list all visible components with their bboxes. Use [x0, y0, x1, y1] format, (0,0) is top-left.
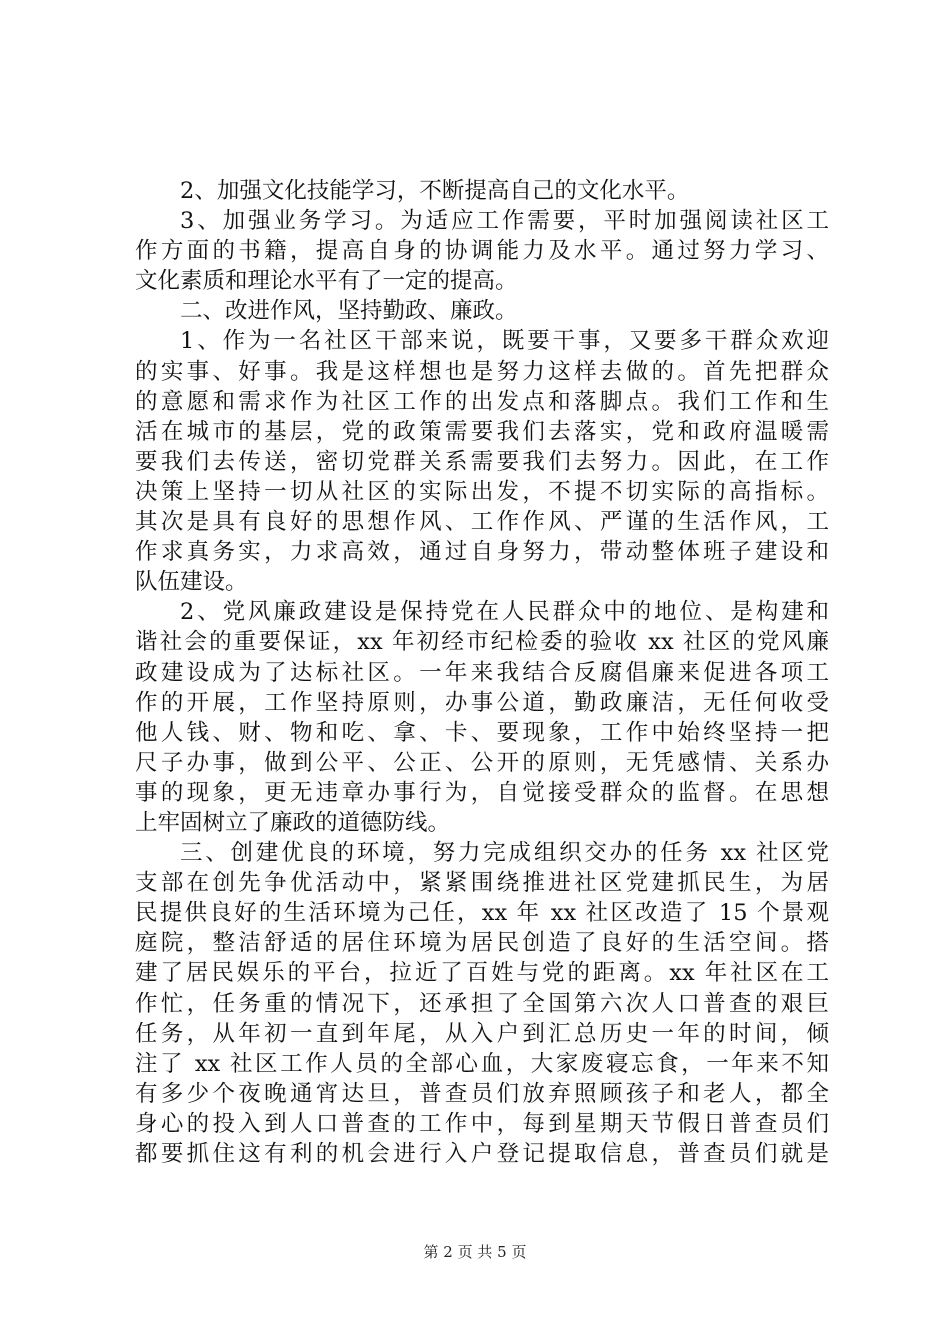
page-number-footer: 第 2 页 共 5 页	[423, 1243, 527, 1261]
paragraph-line: 上牢固树立了廉政的道德防线。	[135, 809, 451, 836]
paragraph-line: 事的现象，更无违章办事行为，自觉接受群众的监督。在思想	[135, 779, 829, 806]
paragraph-line: 其次是具有良好的思想作风、工作作风、严谨的生活作风，工	[135, 509, 829, 536]
paragraph-line: 文化素质和理论水平有了一定的提高。	[135, 268, 518, 295]
paragraph-line: 谐社会的重要保证，xx 年初经市纪检委的验收 xx 社区的党风廉	[135, 629, 829, 656]
paragraph-line: 作方面的书籍，提高自身的协调能力及水平。通过努力学习、	[135, 238, 829, 265]
paragraph-line: 支部在创先争优活动中，紧紧围绕推进社区党建抓民生，为居	[135, 870, 829, 897]
paragraph-line: 作的开展，工作坚持原则，办事公道，勤政廉洁，无任何收受	[135, 689, 829, 716]
paragraph-line: 要我们去传送，密切党群关系需要我们去努力。因此，在工作	[135, 448, 829, 475]
paragraph-line: 任务，从年初一直到年尾，从入户到汇总历史一年的时间，倾	[135, 1020, 829, 1047]
paragraph-line: 3、加强业务学习。为适应工作需要，平时加强阅读社区工	[180, 208, 829, 235]
paragraph-line: 民提供良好的生活环境为己任，xx 年 xx 社区改造了 15 个景观	[135, 900, 829, 927]
paragraph-line: 建了居民娱乐的平台，拉近了百姓与党的距离。xx 年社区在工	[135, 960, 829, 987]
document-body	[135, 176, 829, 1169]
paragraph-line: 的实事、好事。我是这样想也是努力这样去做的。首先把群众	[135, 358, 829, 385]
paragraph-line: 的意愿和需求作为社区工作的出发点和落脚点。我们工作和生	[135, 388, 829, 415]
paragraph-line: 队伍建设。	[135, 569, 248, 596]
section-heading: 二、改进作风，坚持勤政、廉政。	[180, 298, 518, 325]
paragraph-line: 活在城市的基层，党的政策需要我们去落实，党和政府温暖需	[135, 418, 829, 445]
paragraph-line: 庭院，整洁舒适的居住环境为居民创造了良好的生活空间。搭	[135, 930, 829, 957]
paragraph-line: 他人钱、财、物和吃、拿、卡、要现象，工作中始终坚持一把	[135, 719, 829, 746]
paragraph-line: 政建设成为了达标社区。一年来我结合反腐倡廉来促进各项工	[135, 659, 829, 686]
paragraph-line: 尺子办事，做到公平、公正、公开的原则，无凭感情、关系办	[135, 749, 829, 776]
paragraph-line: 2、加强文化技能学习，不断提高自己的文化水平。	[180, 178, 690, 204]
paragraph-line: 都要抓住这有利的机会进行入户登记提取信息，普查员们就是	[135, 1141, 829, 1167]
section-heading: 三、创建优良的环境，努力完成组织交办的任务 xx 社区党	[180, 840, 829, 867]
paragraph-line: 作忙，任务重的情况下，还承担了全国第六次人口普查的艰巨	[135, 990, 829, 1017]
paragraph-line: 身心的投入到人口普查的工作中，每到星期天节假日普查员们	[135, 1110, 829, 1137]
paragraph-line: 决策上坚持一切从社区的实际出发，不提不切实际的高指标。	[135, 478, 829, 505]
paragraph-line: 注了 xx 社区工作人员的全部心血，大家废寝忘食，一年来不知	[135, 1050, 829, 1077]
paragraph-line: 2、党风廉政建设是保持党在人民群众中的地位、是构建和	[180, 599, 829, 626]
paragraph-line: 1、作为一名社区干部来说，既要干事，又要多干群众欢迎	[180, 328, 829, 355]
paragraph-line: 有多少个夜晚通宵达旦，普查员们放弃照顾孩子和老人，都全	[135, 1080, 829, 1107]
paragraph-line: 作求真务实，力求高效，通过自身努力，带动整体班子建设和	[135, 539, 829, 566]
